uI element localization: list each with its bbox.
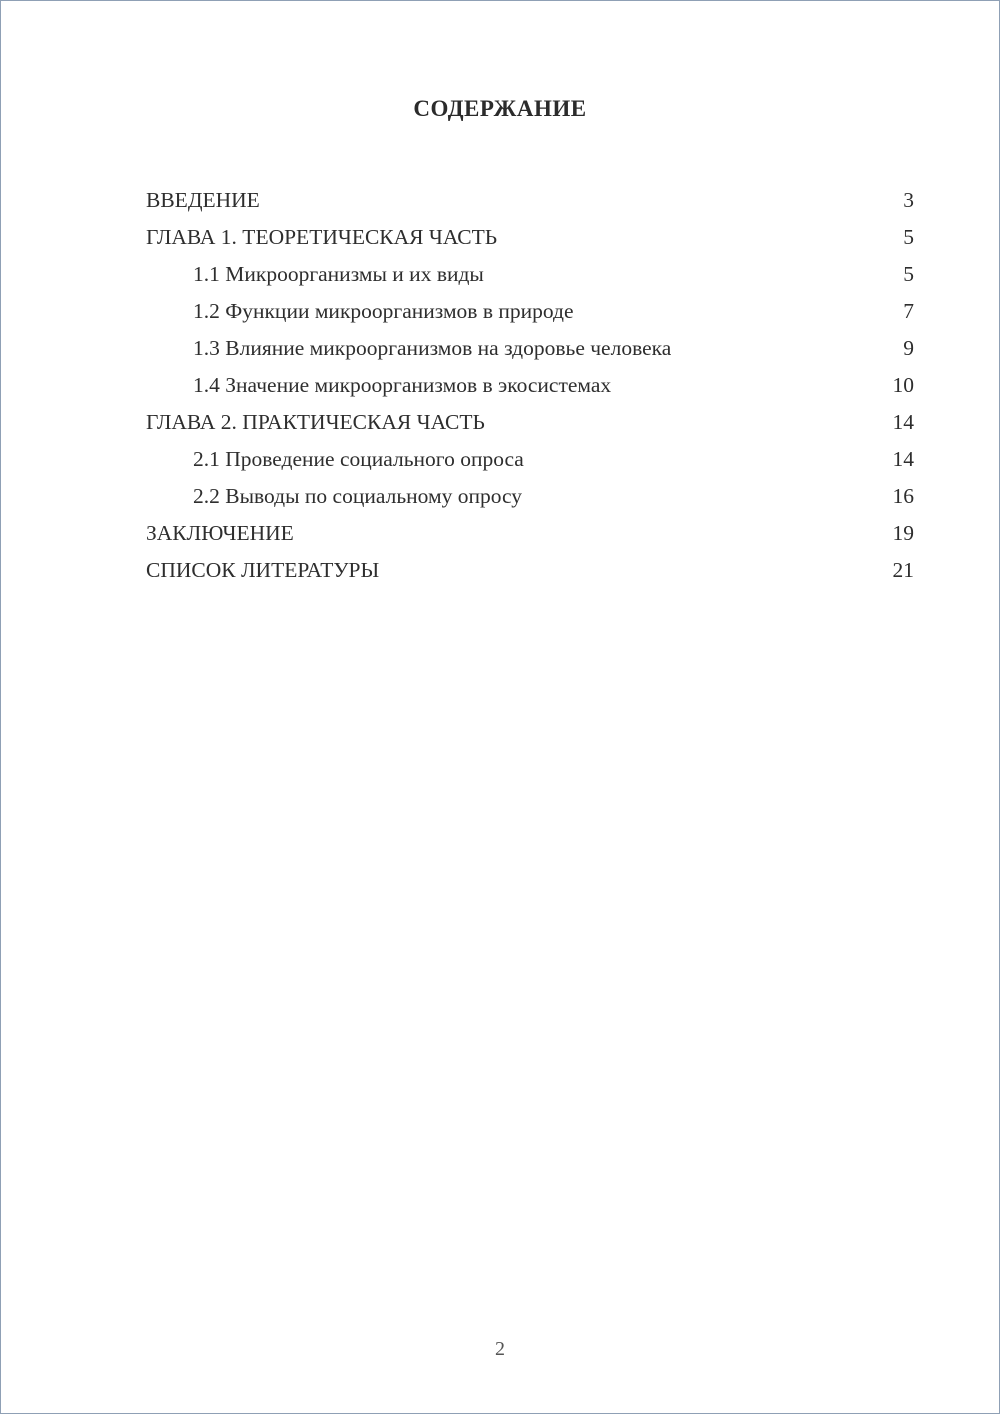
toc-entry-label: ГЛАВА 2. ПРАКТИЧЕСКАЯ ЧАСТЬ [146, 410, 485, 434]
toc-entry-page-number: 3 [903, 188, 914, 212]
toc-entry-page-number: 14 [892, 410, 914, 434]
toc-entry-page-number: 5 [903, 262, 914, 286]
toc-entry-page-number: 7 [903, 299, 914, 323]
toc-entry-page-number: 10 [892, 373, 914, 397]
toc-entry-label: 2.2 Выводы по социальному опросу [193, 484, 523, 508]
toc-entry [146, 293, 914, 330]
table-of-contents [146, 182, 914, 589]
page-title: СОДЕРЖАНИЕ [413, 96, 587, 121]
toc-entry [146, 367, 914, 404]
toc-entry-page-number: 21 [892, 558, 914, 582]
toc-entry-label: 2.1 Проведение социального опроса [193, 447, 524, 471]
toc-entry-label: 1.2 Функции микроорганизмов в природе [193, 299, 574, 323]
toc-entry [146, 441, 914, 478]
toc-entry-label: 1.3 Влияние микроорганизмов на здоровье человека [193, 336, 672, 360]
toc-entry-label: ЗАКЛЮЧЕНИЕ [146, 521, 294, 545]
footer-page-number: 2 [495, 1338, 505, 1360]
toc-entry [146, 404, 914, 441]
toc-entry [146, 515, 914, 552]
toc-entry [146, 330, 914, 367]
toc-entry [146, 182, 914, 219]
toc-entry-page-number: 14 [892, 447, 914, 471]
toc-entry-label: СПИСОК ЛИТЕРАТУРЫ [146, 558, 380, 582]
toc-entry [146, 552, 914, 589]
toc-entry-page-number: 5 [903, 225, 914, 249]
toc-entry-label: ВВЕДЕНИЕ [146, 188, 260, 212]
toc-entry [146, 219, 914, 256]
toc-entry-page-number: 9 [903, 336, 914, 360]
toc-entry [146, 256, 914, 293]
toc-entry-label: 1.1 Микроорганизмы и их виды [193, 262, 484, 286]
toc-entry [146, 478, 914, 515]
toc-entry-label: ГЛАВА 1. ТЕОРЕТИЧЕСКАЯ ЧАСТЬ [146, 225, 498, 249]
toc-entry-page-number: 16 [892, 484, 914, 508]
toc-entry-page-number: 19 [892, 521, 914, 545]
toc-entry-label: 1.4 Значение микроорганизмов в экосистемах [193, 373, 612, 397]
